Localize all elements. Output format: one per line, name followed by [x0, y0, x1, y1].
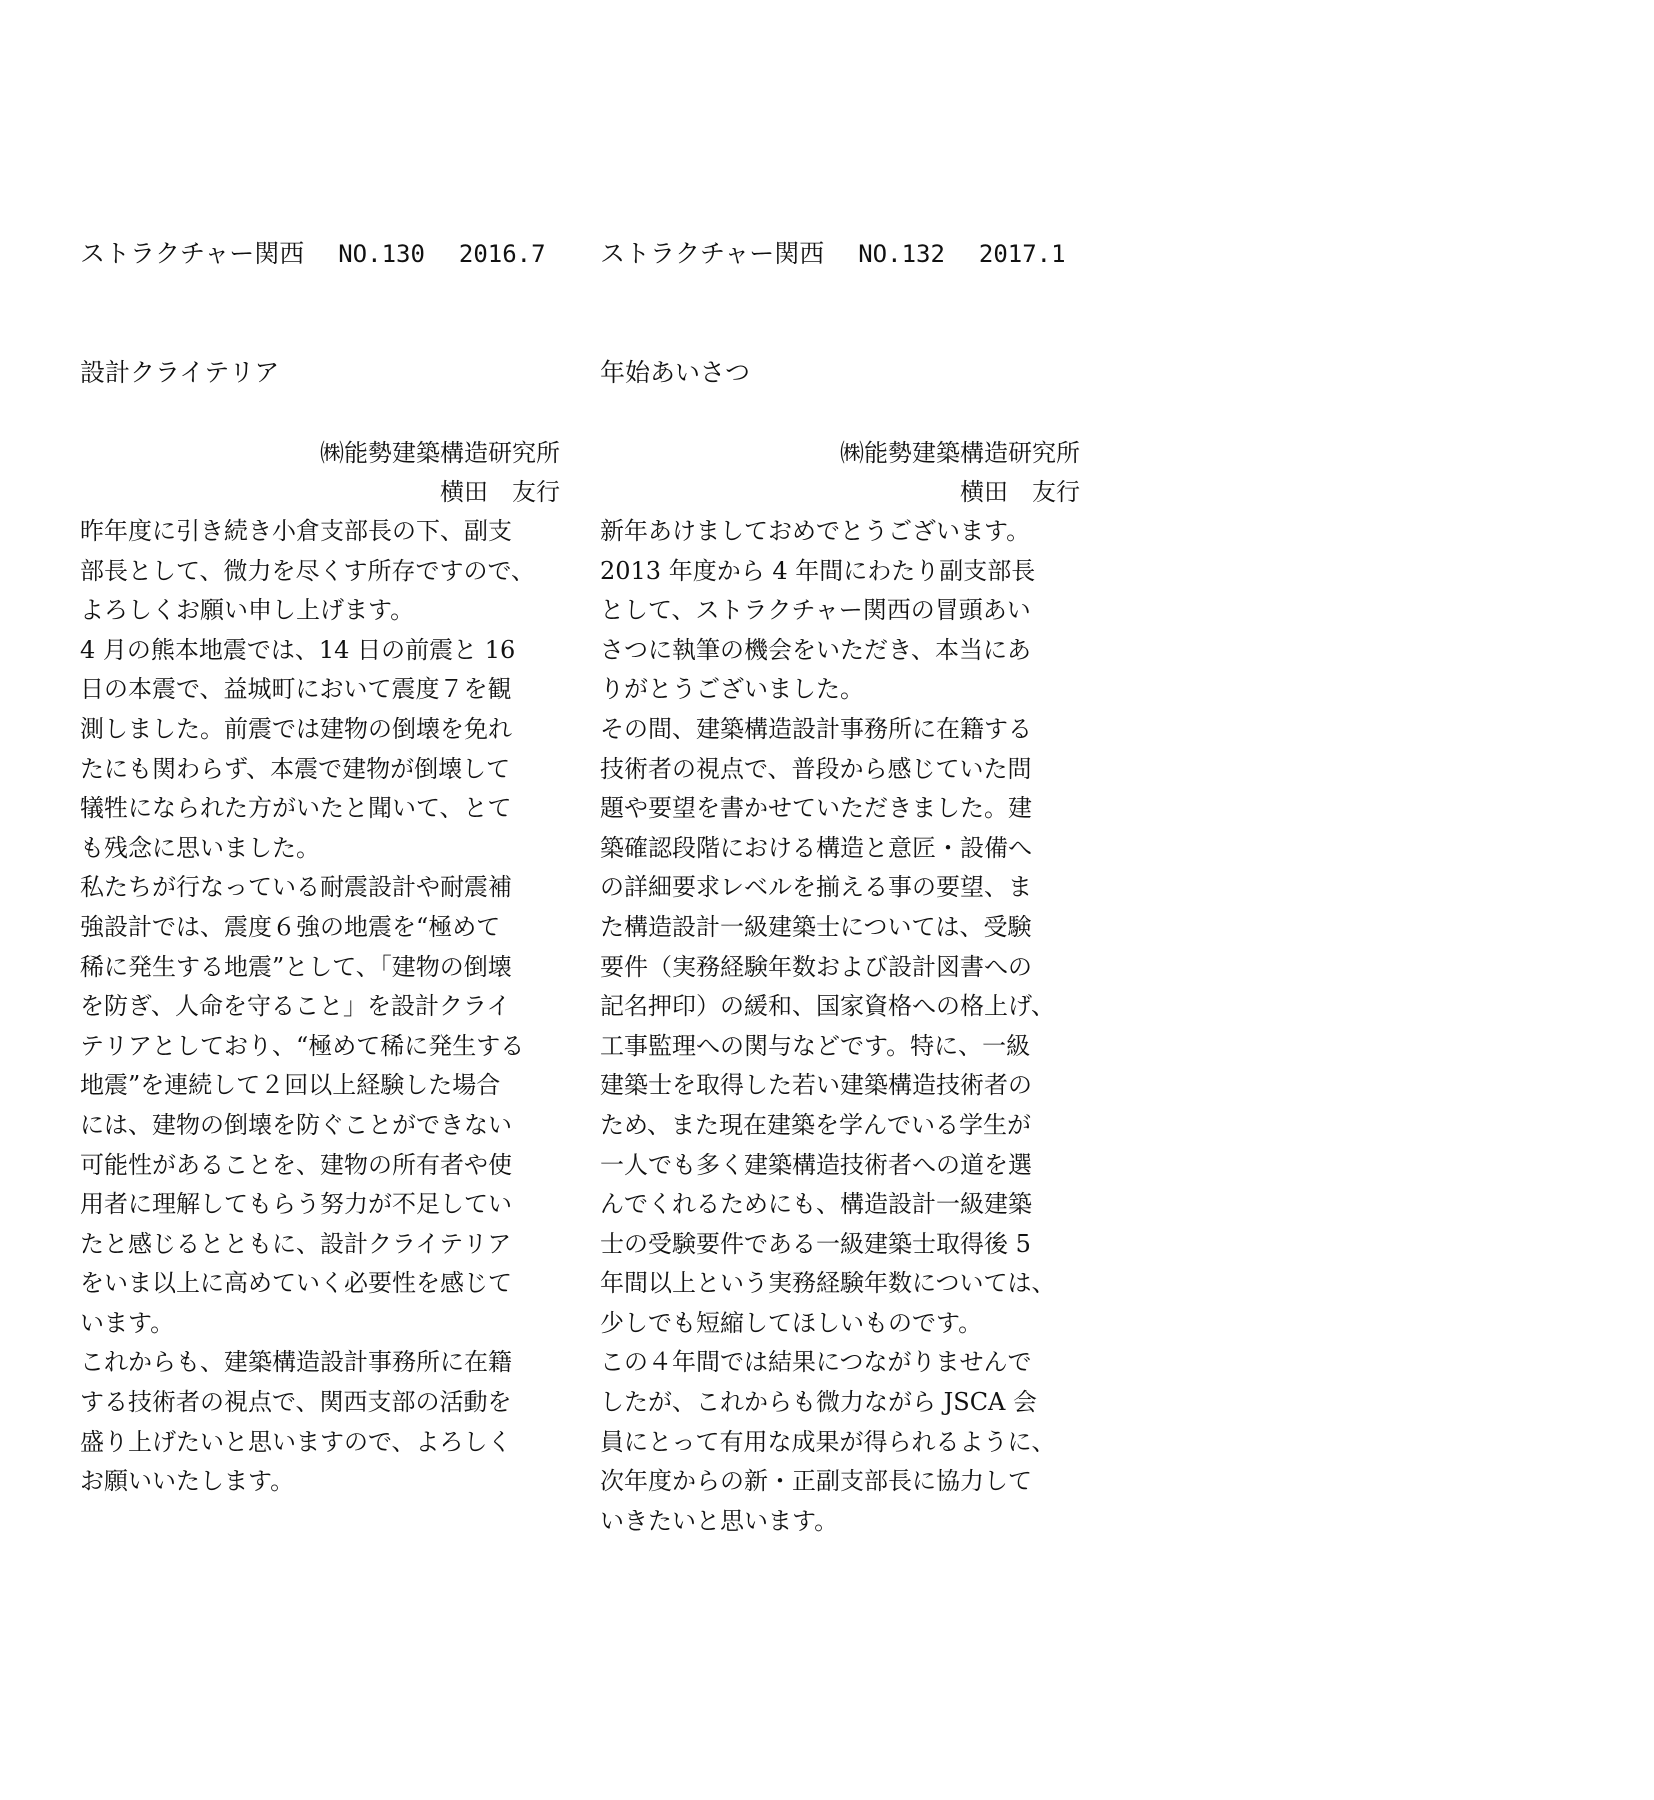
- body-line: さつに執筆の機会をいただき、本当にあ: [600, 635, 1032, 664]
- issue-date: 2017.1: [978, 240, 1066, 268]
- body-line: をいま以上に高めていく必要性を感じて: [80, 1269, 512, 1298]
- body-line: これからも、建築構造設計事務所に在籍: [80, 1348, 512, 1377]
- publication-name: ストラクチャー関西: [80, 239, 305, 268]
- article-title: 設計クライテリア: [80, 358, 280, 387]
- body-line: 2013 年度から 4 年間にわたり副支部長: [600, 556, 1036, 585]
- body-line: ため、また現在建築を学んでいる学生が: [600, 1110, 1032, 1139]
- publication-name: ストラクチャー関西: [600, 239, 825, 268]
- body-line: 犠牲になられた方がいたと聞いて、とて: [80, 794, 512, 823]
- body-line: お願いいたします。: [80, 1467, 295, 1496]
- article-right: [600, 0, 1080, 1800]
- body-line: 技術者の視点で、普段から感じていた問: [600, 754, 1032, 783]
- body-line: 築確認段階における構造と意匠・設備へ: [600, 833, 1032, 862]
- body-line: する技術者の視点で、関西支部の活動を: [80, 1388, 512, 1417]
- body-line: た構造設計一級建築士については、受験: [600, 912, 1032, 941]
- article-header: [80, 236, 560, 272]
- body-line: として、ストラクチャー関西の冒頭あい: [600, 596, 1031, 625]
- body-line: この４年間では結果につながりませんで: [600, 1348, 1032, 1377]
- body-line: 新年あけましておめでとうございます。: [600, 517, 1031, 545]
- body-line: 稀に発生する地震”として、「建物の倒壊: [80, 952, 512, 981]
- article-body: [600, 512, 1080, 1541]
- body-line: の詳細要求レベルを揃える事の要望、ま: [600, 873, 1032, 902]
- body-line: 次年度からの新・正副支部長に協力して: [600, 1467, 1032, 1496]
- body-line: 日の本震で、益城町において震度７を観: [80, 675, 512, 704]
- body-line: 工事監理への関与などです。特に、一級: [600, 1031, 1031, 1060]
- body-line: たと感じるとともに、設計クライテリア: [80, 1229, 512, 1258]
- body-line: 私たちが行なっている耐震設計や耐震補: [80, 873, 512, 902]
- body-line: よろしくお願い申し上げます。: [80, 596, 415, 625]
- body-line: 強設計では、震度６強の地震を“極めて: [80, 912, 501, 941]
- body-line: 要件（実務経験年数および設計図書への: [600, 952, 1032, 981]
- body-line: いきたいと思います。: [600, 1506, 839, 1535]
- body-line: 盛り上げたいと思いますので、よろしく: [80, 1427, 512, 1456]
- body-line: テリアとしており、“極めて稀に発生する: [80, 1031, 525, 1060]
- body-line: 年間以上という実務経験年数については、: [600, 1269, 1056, 1298]
- body-line: その間、建築構造設計事務所に在籍する: [600, 714, 1032, 743]
- body-line: 地震”を連続して２回以上経験した場合: [80, 1071, 501, 1100]
- body-line: 記名押印）の緩和、国家資格への格上げ、: [600, 992, 1056, 1021]
- body-line: たにも関わらず、本震で建物が倒壊して: [80, 754, 511, 783]
- author-name: 横田 友行: [960, 478, 1080, 506]
- article-title: 年始あいさつ: [600, 358, 751, 387]
- body-line: 員にとって有用な成果が得られるように、: [600, 1427, 1056, 1456]
- article-body: [80, 512, 560, 1502]
- body-line: 測しました。前震では建物の倒壊を免れ: [80, 714, 512, 743]
- body-line: には、建物の倒壊を防ぐことができない: [80, 1110, 512, 1139]
- body-line: 建築士を取得した若い建築構造技術者の: [600, 1071, 1032, 1100]
- body-line: 4 月の熊本地震では、14 日の前震と 16: [80, 635, 516, 664]
- article-header: [600, 236, 1080, 272]
- article-left: [80, 0, 560, 1800]
- body-line: います。: [80, 1308, 175, 1337]
- body-line: 可能性があることを、建物の所有者や使: [80, 1150, 512, 1179]
- issue-number: NO.130: [338, 240, 425, 268]
- body-line: も残念に思いました。: [80, 833, 320, 862]
- issue-number: NO.132: [858, 240, 945, 268]
- author-organization: ㈱能勢建築構造研究所: [320, 439, 560, 467]
- body-line: りがとうございました。: [600, 675, 864, 704]
- body-line: んでくれるためにも、構造設計一級建築: [600, 1190, 1032, 1219]
- body-line: 用者に理解してもらう努力が不足してい: [80, 1190, 512, 1219]
- body-line: 士の受験要件である一級建築士取得後 5: [600, 1229, 1031, 1258]
- body-line: 少しでも短縮してほしいものです。: [600, 1308, 983, 1337]
- issue-date: 2016.7: [458, 240, 546, 268]
- body-line: 題や要望を書かせていただきました。建: [600, 794, 1032, 823]
- body-line: 一人でも多く建築構造技術者への道を選: [600, 1150, 1032, 1179]
- author-organization: ㈱能勢建築構造研究所: [840, 439, 1080, 467]
- author-name: 横田 友行: [440, 478, 560, 506]
- body-line: 部長として、微力を尽くす所存ですので、: [80, 556, 536, 585]
- body-line: を防ぎ、人命を守ること」を設計クライ: [80, 992, 511, 1021]
- body-line: したが、これからも微力ながら JSCA 会: [600, 1388, 1038, 1417]
- body-line: 昨年度に引き続き小倉支部長の下、副支: [80, 517, 512, 545]
